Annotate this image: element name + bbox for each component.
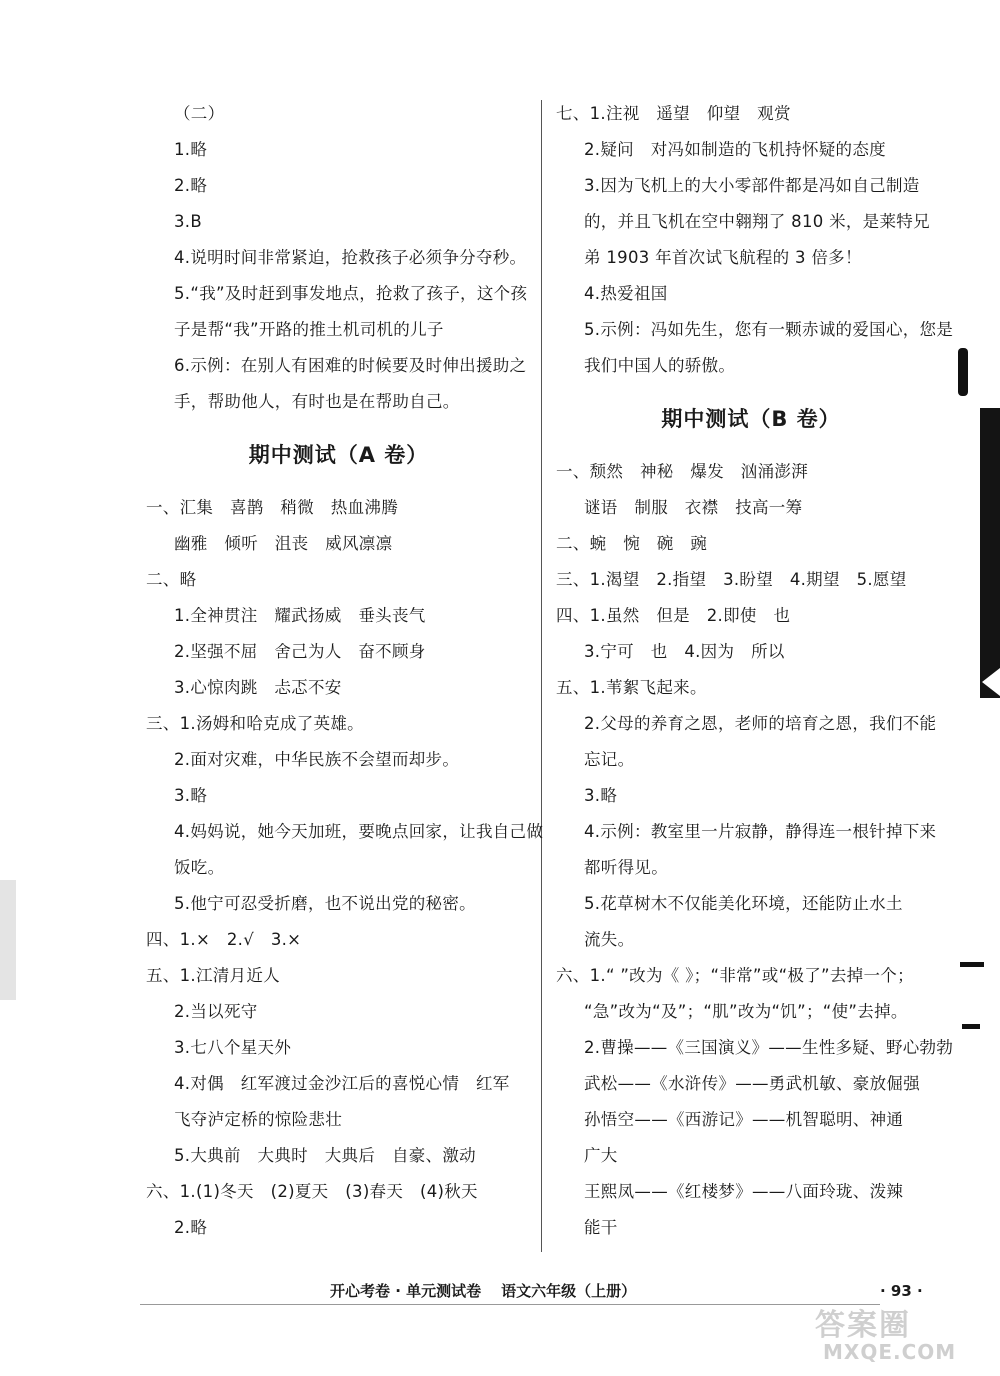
answer-line: 4.示例：教室里一片寂静，静得连一根针掉下来 [584,822,937,841]
answer-line: 的，并且飞机在空中翱翔了 810 米，是莱特兄 [584,212,930,231]
left-column [146,96,544,1246]
page-number: · 93 · [880,1282,923,1300]
answer-line: 2.略 [174,1218,208,1237]
answer-line: 饭吃。 [174,858,225,877]
answer-line: 二、略 [146,570,197,589]
answer-line: 4.热爱祖国 [584,284,668,303]
answer-line: 广大 [584,1146,618,1165]
answer-line: 四、1.× 2.√ 3.× [146,930,302,949]
answer-line: 一、颓然 神秘 爆发 汹涌澎湃 [556,462,808,481]
footer-subject: 语文六年级（上册） [501,1282,637,1300]
right-answers-top [556,96,954,384]
section-title-a: 期中测试（A 卷） [248,443,429,467]
answer-line: 手，帮助他人，有时也是在帮助自己。 [174,392,460,411]
answer-line: （二） [174,104,225,123]
answer-line: 五、1.苇絮飞起来。 [556,678,707,697]
margin-mark [962,1024,980,1029]
answer-line: 3.宁可 也 4.因为 所以 [584,642,785,661]
margin-mark [960,962,984,967]
answer-line: 忘记。 [584,750,635,769]
answer-line: 一、汇集 喜鹊 稍微 热血沸腾 [146,498,398,517]
answer-line: 六、1.“ ”改为《 》；“非常”或“极了”去掉一个； [556,966,914,985]
answer-line: 3.因为飞机上的大小零部件都是冯如自己制造 [584,176,920,195]
answer-line: 4.对偶 红军渡过金沙江后的喜悦心情 红军 [174,1074,510,1093]
column-divider [541,100,542,1252]
footer-series: 开心考卷 · 单元测试卷 [330,1282,482,1300]
left-answers-top [146,96,531,420]
answer-line: 谜语 制服 衣襟 技高一筹 [584,498,803,517]
answer-line: 2.曹操——《三国演义》——生性多疑、野心勃勃 [584,1038,954,1057]
answer-line: 3.略 [584,786,618,805]
watermark-logo: 答案圈 [815,1308,911,1343]
answer-line: 3.B [174,212,202,231]
answer-line: 5.大典前 大典时 大典后 自豪、激动 [174,1146,476,1165]
answer-line: 1.略 [174,140,208,159]
page-edge-arrow-icon [982,668,1000,696]
answer-line: 3.心惊肉跳 忐忑不安 [174,678,342,697]
answer-line: 4.说明时间非常紧迫，抢救孩子必须争分夺秒。 [174,248,527,267]
answer-line: 幽雅 倾听 沮丧 威风凛凛 [174,534,393,553]
left-answers-bottom [146,490,544,1246]
answer-line: 2.父母的养育之恩，老师的培育之恩，我们不能 [584,714,937,733]
answer-line: 五、1.江清月近人 [146,966,280,985]
answer-line: 王熙凤——《红楼梦》——八面玲珑、泼辣 [584,1182,904,1201]
answer-line: 1.全神贯注 耀武扬威 垂头丧气 [174,606,426,625]
answer-line: 2.略 [174,176,208,195]
section-title-b: 期中测试（B 卷） [661,407,841,431]
answer-line: 弟 1903 年首次试飞航程的 3 倍多！ [584,248,862,267]
answer-line: 2.当以死守 [174,1002,258,1021]
watermark [815,1300,995,1370]
right-answers-bottom [556,454,954,1246]
page-edge-tab [980,408,1000,698]
answer-line: 6.示例：在别人有困难的时候要及时伸出援助之 [174,356,527,375]
answer-line: 二、蜿 惋 碗 豌 [556,534,708,553]
answer-line: 七、1.注视 遥望 仰望 观赏 [556,104,791,123]
answer-line: 2.面对灾难，中华民族不会望而却步。 [174,750,460,769]
answer-line: 能干 [584,1218,618,1237]
answer-line: 5.示例：冯如先生，您有一颗赤诚的爱国心，您是 [584,320,954,339]
right-column [556,96,954,1246]
answer-line: 5.“我”及时赶到事发地点，抢救了孩子，这个孩 [174,284,528,303]
answer-line: 三、1.汤姆和哈克成了英雄。 [146,714,364,733]
answer-line: 都听得见。 [584,858,668,877]
answer-line: 六、1.(1)冬天 (2)夏天 (3)春天 (4)秋天 [146,1182,478,1201]
answer-line: 4.妈妈说，她今天加班，要晚点回家，让我自己做 [174,822,544,841]
margin-mark [958,348,968,396]
answer-line: 3.略 [174,786,208,805]
answer-line: 5.他宁可忍受折磨，也不说出党的秘密。 [174,894,476,913]
answer-line: 2.坚强不屈 舍己为人 奋不顾身 [174,642,426,661]
answer-line: 武松——《水浒传》——勇武机敏、豪放倔强 [584,1074,920,1093]
answer-line: 四、1.虽然 但是 2.即使 也 [556,606,791,625]
scan-edge-shadow [0,880,16,1000]
answer-line: 孙悟空——《西游记》——机智聪明、神通 [584,1110,904,1129]
watermark-domain: MXQE.COM [823,1340,957,1364]
answer-line: 飞夺泸定桥的惊险悲壮 [174,1110,342,1129]
answer-line: 2.疑问 对冯如制造的飞机持怀疑的态度 [584,140,886,159]
answer-line: 流失。 [584,930,635,949]
footer-rule [140,1304,880,1305]
answer-line: 5.花草树木不仅能美化环境，还能防止水土 [584,894,903,913]
answer-line: 3.七八个星天外 [174,1038,292,1057]
answer-line: 三、1.渴望 2.指望 3.盼望 4.期望 5.愿望 [556,570,907,589]
answer-line: “急”改为“及”；“肌”改为“饥”；“使”去掉。 [584,1002,908,1021]
answer-line: 子是帮“我”开路的推土机司机的儿子 [174,320,444,339]
answer-line: 我们中国人的骄傲。 [584,356,736,375]
